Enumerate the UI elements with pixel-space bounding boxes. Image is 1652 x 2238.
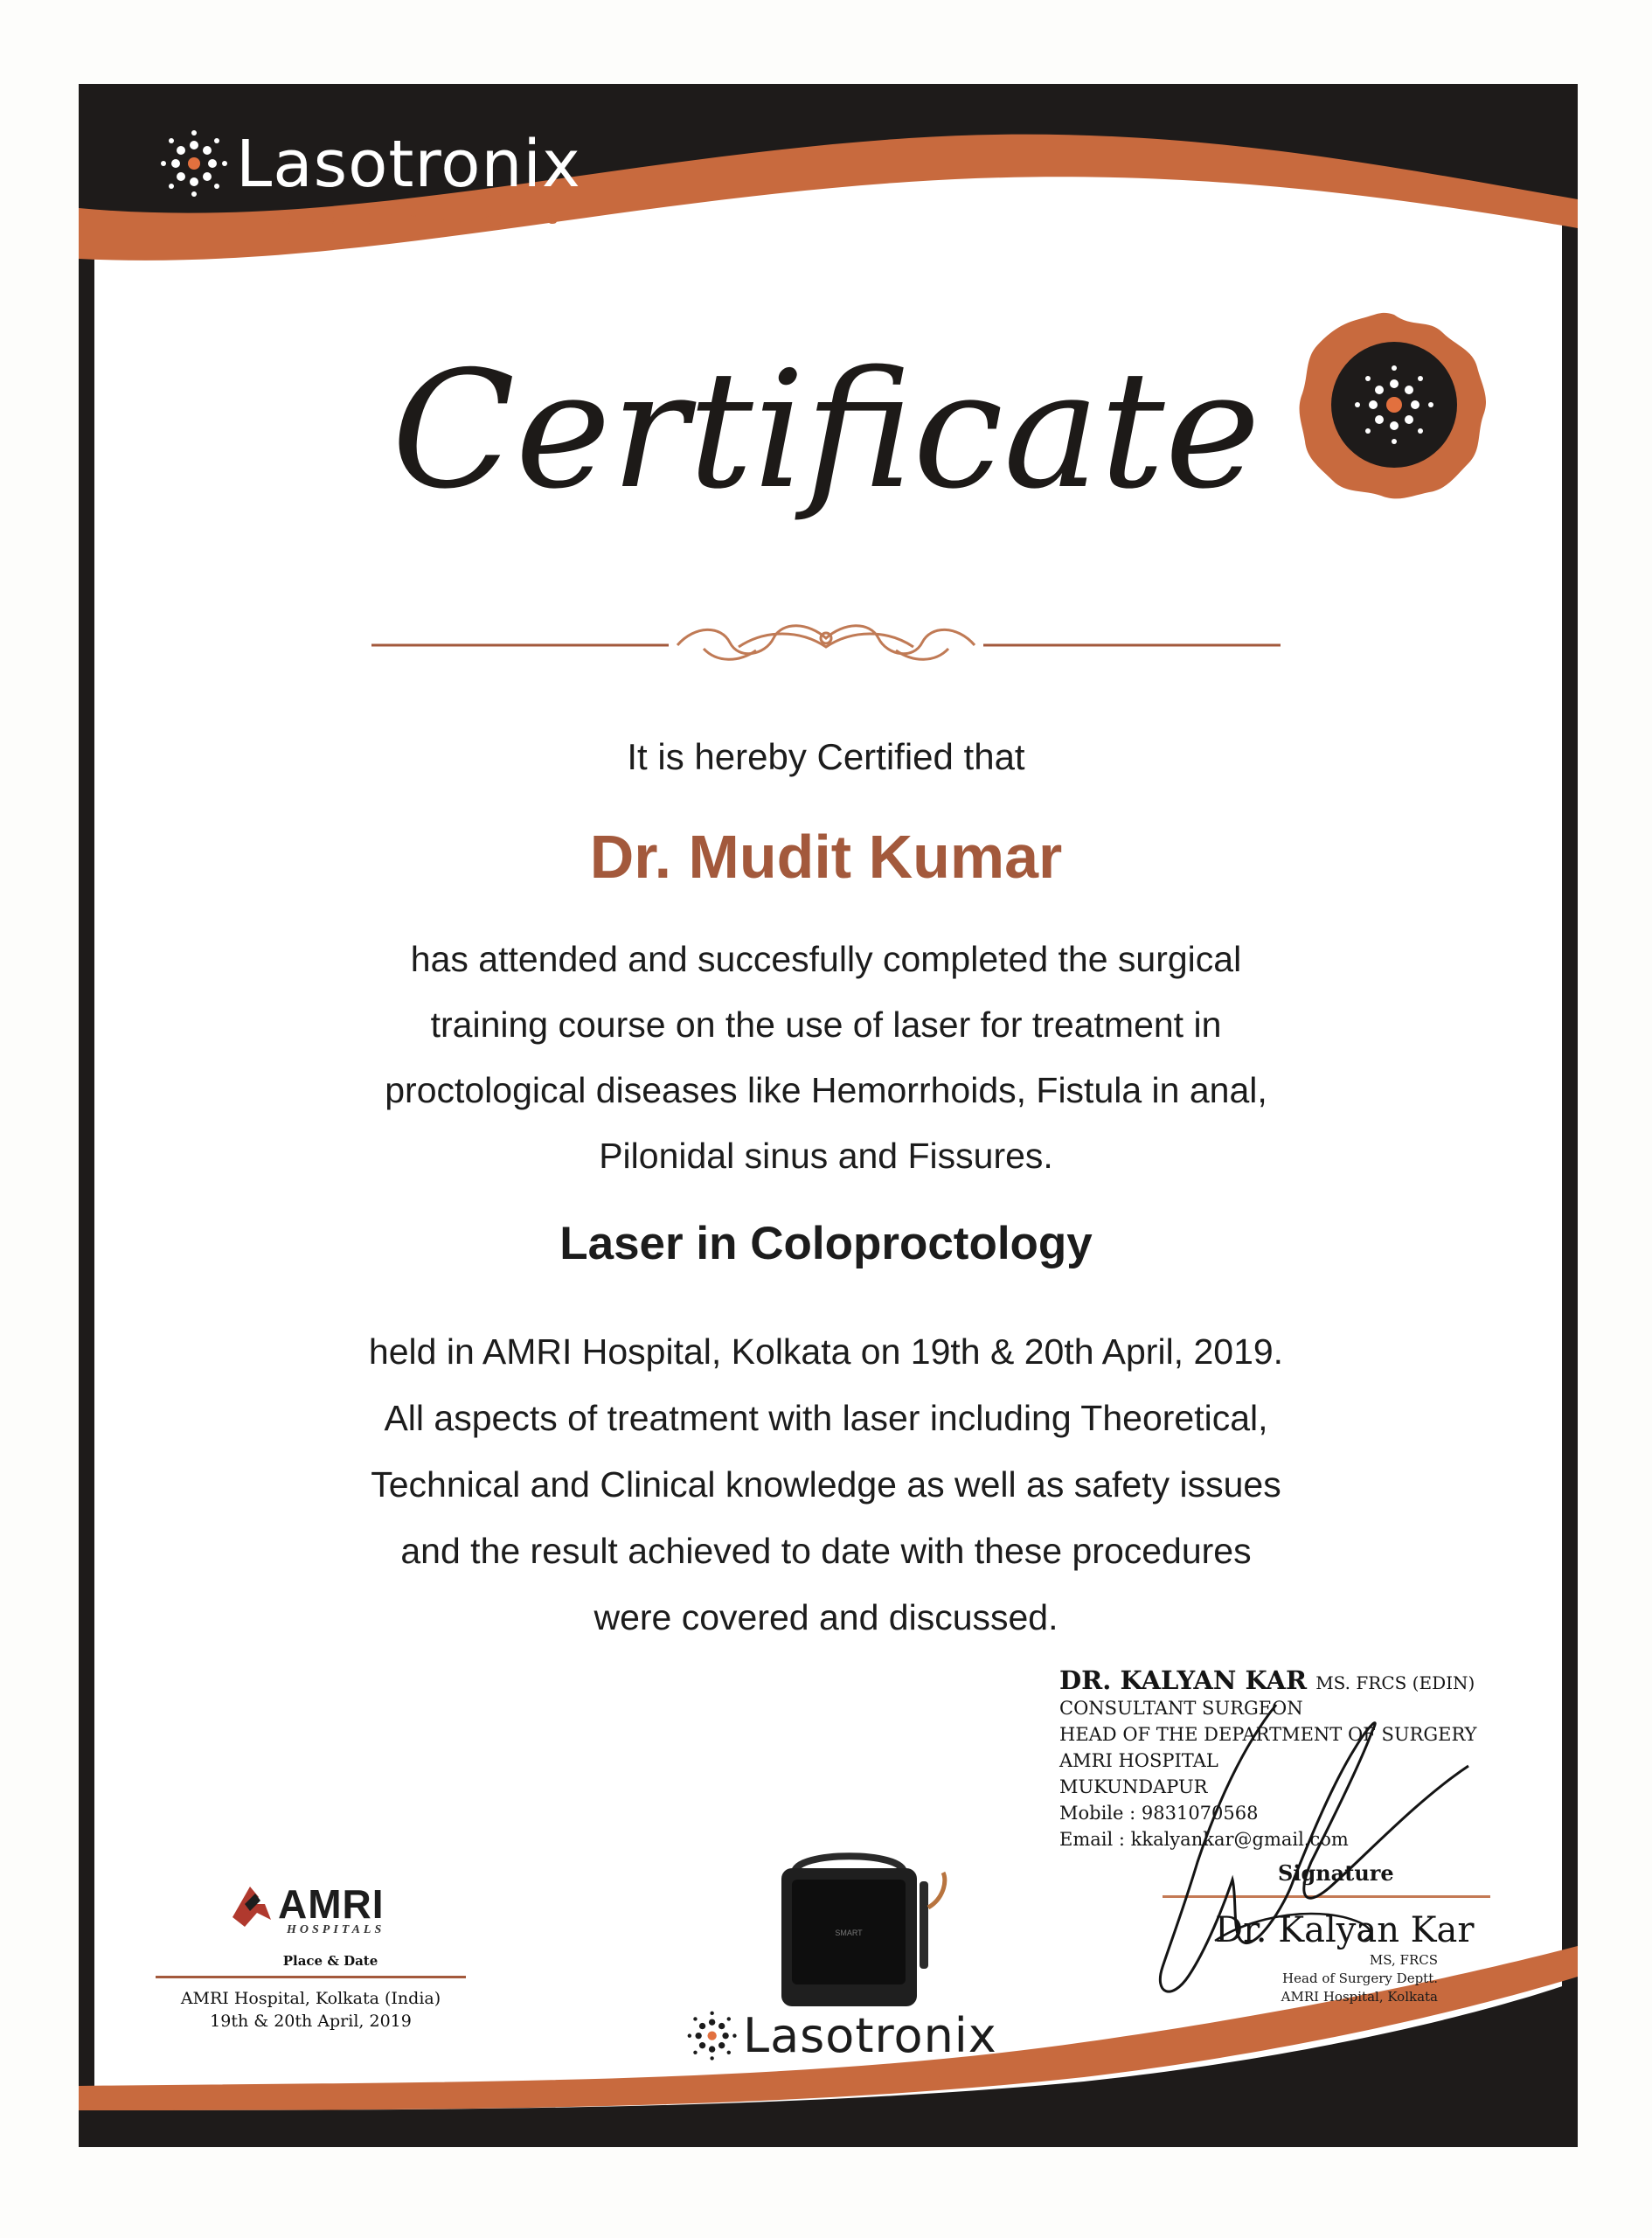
recipient-name: Dr. Mudit Kumar: [589, 823, 1063, 891]
statement-line: proctological diseases like Hemorrhoids, Fistula in anal,: [385, 1070, 1267, 1110]
brand-tagline: LASERS FOR GENERATIONS: [258, 211, 562, 227]
amri-subtitle: HOSPITALS: [287, 1923, 385, 1936]
device-label: SMART: [835, 1929, 863, 1937]
details-line: All aspects of treatment with laser including Theoretical,: [384, 1398, 1268, 1438]
signatory-detail-line: MS, FRCS: [1369, 1952, 1438, 1968]
brand-logo-top: [153, 122, 581, 228]
statement-line: has attended and succesfully completed the surgical: [410, 939, 1242, 979]
details-line: held in AMRI Hospital, Kolkata on 19th & 20th April, 2019.: [368, 1331, 1284, 1372]
stamp-line: MUKUNDAPUR: [1059, 1776, 1208, 1797]
amri-name: AMRI: [278, 1881, 385, 1927]
starburst-icon: [682, 2005, 743, 2067]
date-line: 19th & 20th April, 2019: [210, 2012, 412, 2031]
stamp-credentials: MS. FRCS (EDIN): [1315, 1672, 1475, 1693]
starburst-icon: [153, 122, 236, 205]
amri-logo: [226, 1878, 470, 1930]
handwritten-signature: [1101, 1678, 1512, 2028]
place-date-label: Place & Date: [282, 1953, 378, 1969]
stamp-line: CONSULTANT SURGEON: [1059, 1698, 1303, 1719]
statement-line: Pilonidal sinus and Fissures.: [599, 1136, 1053, 1176]
stamp-email: Email : kkalyankar@gmail.com: [1059, 1829, 1349, 1850]
stamp-mobile: Mobile : 9831070568: [1059, 1803, 1259, 1824]
signatory-detail-line: Head of Surgery Deptt.: [1282, 1970, 1438, 1986]
details-line: and the result achieved to date with these procedures: [400, 1531, 1252, 1571]
place-and-date: [156, 1878, 470, 2033]
certification-intro: It is hereby Certified that: [627, 736, 1025, 777]
certificate-title: Certificate: [391, 336, 1261, 525]
stamp-line: AMRI HOSPITAL: [1059, 1750, 1218, 1771]
course-details: [0, 1318, 1652, 1651]
completion-statement: [0, 927, 1652, 1189]
brand-tagline: LASERS FOR GENERATIONS: [762, 2072, 998, 2085]
stamp-name: DR. KALYAN KAR: [1059, 1665, 1308, 1695]
signatory-detail-line: AMRI Hospital, Kolkata: [1281, 1989, 1438, 2005]
brand-name: Lasotronix: [236, 126, 581, 202]
statement-line: training course on the use of laser for treatment in: [430, 1004, 1222, 1045]
course-title: Laser in Coloproctology: [559, 1218, 1093, 1269]
laser-device-image: [773, 1846, 952, 2012]
place-date-rule: [156, 1976, 466, 1978]
brand-name: Lasotronix: [743, 2008, 997, 2063]
signatory-name: Dr. Kalyan Kar: [1215, 1910, 1475, 1950]
amri-emblem-icon: [226, 1878, 278, 1930]
place-line: AMRI Hospital, Kolkata (India): [180, 1989, 441, 2008]
brand-logo-bottom: [682, 2005, 998, 2085]
place-date-text: [156, 1987, 466, 2033]
details-line: Technical and Clinical knowledge as well as safety issues: [371, 1464, 1281, 1505]
ornamental-divider: [371, 612, 1281, 673]
signature-label: Signature: [1278, 1860, 1394, 1886]
stamp-line: HEAD OF THE DEPARTMENT OF SURGERY: [1059, 1724, 1477, 1745]
details-line: were covered and discussed.: [593, 1597, 1059, 1637]
